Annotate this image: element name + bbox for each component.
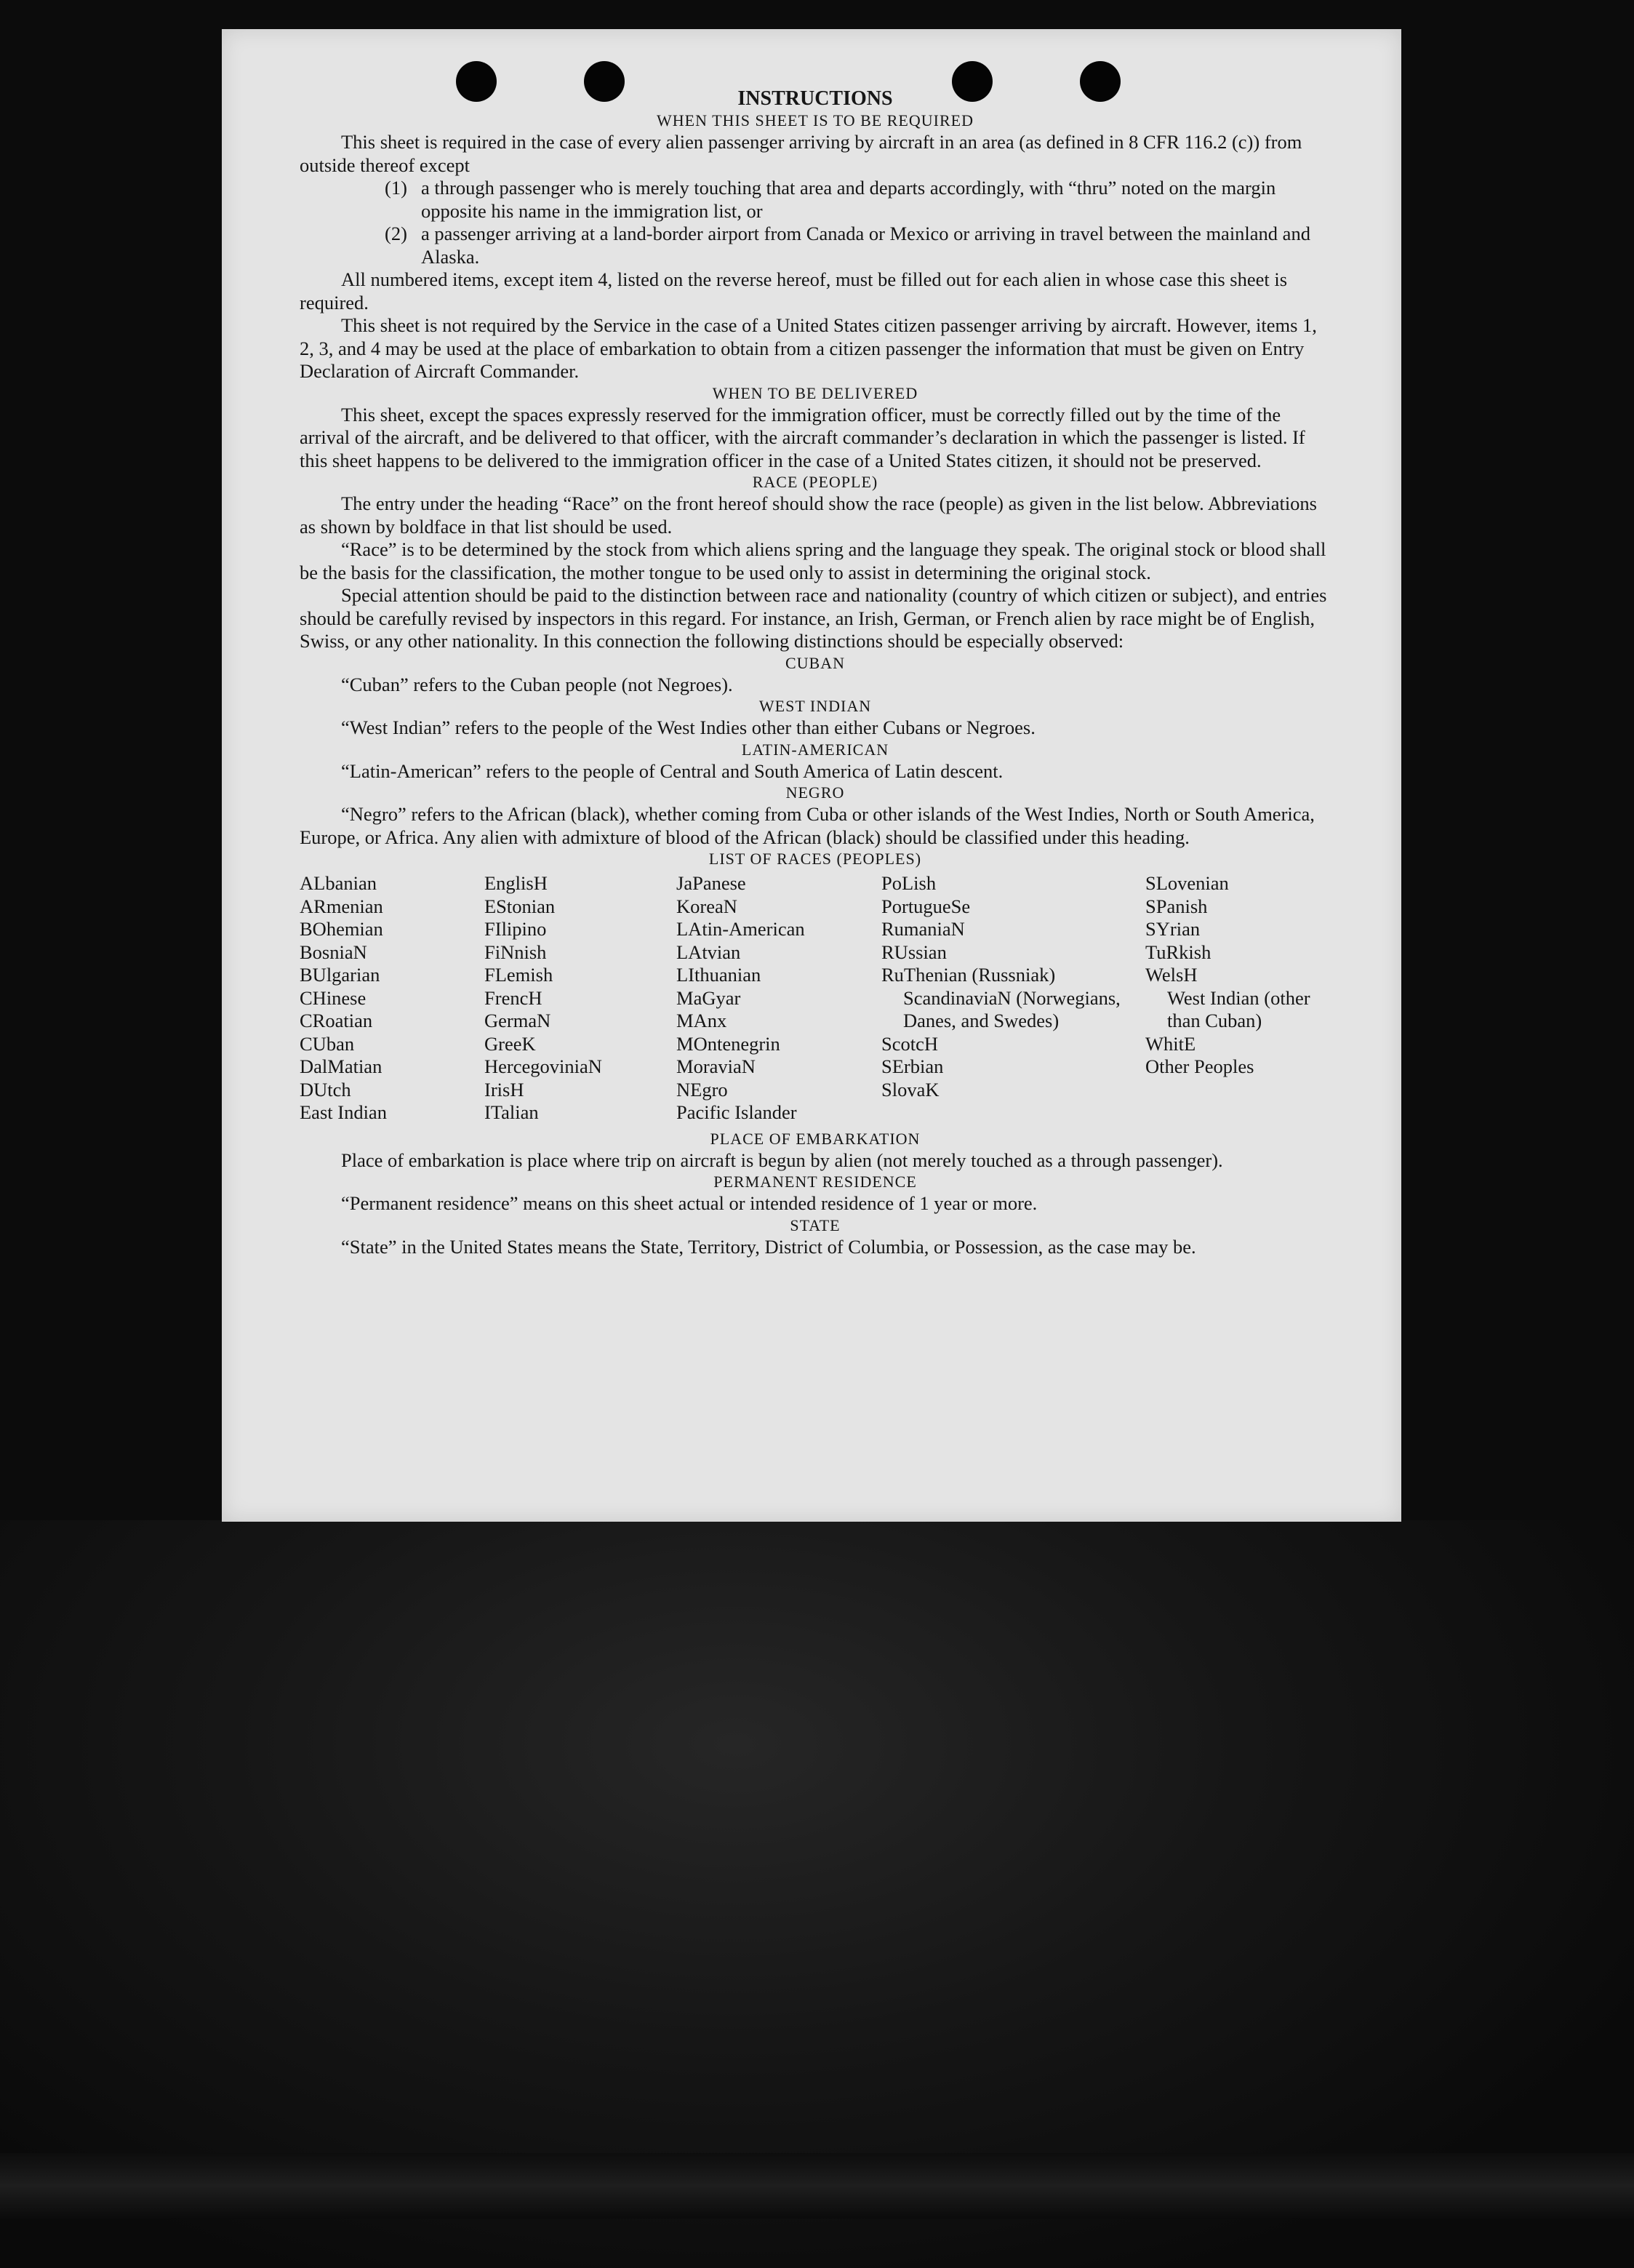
scan-edge-band: [0, 2153, 1634, 2219]
section-heading: PERMANENT RESIDENCE: [713, 1173, 917, 1191]
paragraph: “Cuban” refers to the Cuban people (not Negroes).: [341, 673, 733, 695]
race-list-item: ALbanian: [300, 872, 377, 894]
paragraph: This sheet is not required by the Service in the case of a United States citizen passenger arriving by aircraft. However, items 1, 2, 3, and 4 may be used at the place of embarkation to obtain from a citizen passenger the information that must be given on Entry Declaration of Aircraft Commander.: [300, 314, 1317, 382]
race-list-item: BOhemian: [300, 918, 383, 940]
race-list-item: SErbian: [881, 1055, 944, 1077]
numbered-item: [300, 177, 1331, 223]
race-list-item: EStonian: [484, 895, 556, 917]
race-list-item: GreeK: [484, 1032, 536, 1055]
race-list-item: LAtin-American: [676, 918, 805, 940]
race-list-item: PoLish: [881, 872, 937, 894]
race-list-item: SLovenian: [1145, 872, 1229, 894]
race-list-item: MAnx: [676, 1010, 727, 1031]
race-list-item: Pacific Islander: [676, 1101, 797, 1123]
race-list-column: [300, 872, 484, 1125]
numbered-item: [300, 223, 1331, 268]
item-number: (1): [385, 177, 407, 199]
paragraph: “Negro” refers to the African (black), whether coming from Cuba or other islands of the West Indies, North or South America, Europe, or Africa. Any alien with admixture of blood of the African (black) should be classified under this heading.: [300, 803, 1315, 848]
paragraph: “Latin-American” refers to the people of Central and South America of Latin descent.: [341, 759, 1004, 782]
race-list-item: ARmenian: [300, 895, 383, 917]
race-list-item: ITalian: [484, 1101, 539, 1123]
race-list-item: GermaN: [484, 1010, 551, 1031]
race-list-item: Other Peoples: [1145, 1055, 1254, 1077]
item-text: a through passenger who is merely touching that area and departs accordingly, with “thru” noted on the margin opposite his name in the immigration list, or: [421, 177, 1276, 222]
document-page: [222, 29, 1401, 1522]
race-list-item: FiNnish: [484, 941, 547, 963]
race-list-item: ScandinaviaN (Norwegians, Danes, and Swedes): [903, 986, 1121, 1031]
race-list-item: SlovaK: [881, 1078, 940, 1101]
item-text: a passenger arriving at a land-border airport from Canada or Mexico or arriving in travel between the mainland and Alaska.: [421, 223, 1310, 268]
section-heading: CUBAN: [785, 653, 845, 672]
race-list-item: EnglisH: [484, 872, 548, 894]
paragraph: “West Indian” refers to the people of the West Indies other than either Cubans or Negroes.: [341, 716, 1036, 738]
race-list-item: TuRkish: [1145, 941, 1212, 963]
race-list-item: RumaniaN: [881, 918, 965, 940]
section-heading: NEGRO: [785, 783, 845, 802]
race-list-item: SPanish: [1145, 895, 1208, 917]
race-list-column: [676, 872, 881, 1125]
race-list-item: IrisH: [484, 1078, 524, 1101]
race-list-column: [881, 872, 1145, 1125]
race-list-item: RuThenian (Russniak): [881, 964, 1056, 986]
race-list-item: CHinese: [300, 986, 367, 1009]
race-list-item: ScotcH: [881, 1032, 939, 1055]
race-list-item: WelsH: [1145, 964, 1198, 986]
section-heading: RACE (PEOPLE): [752, 473, 878, 491]
paragraph: “Permanent residence” means on this sheet actual or intended residence of 1 year or more.: [341, 1192, 1038, 1214]
race-list-item: HercegoviniaN: [484, 1055, 602, 1077]
race-list-item: East Indian: [300, 1101, 387, 1123]
race-list-item: KoreaN: [676, 895, 737, 917]
race-list-item: FLemish: [484, 964, 553, 986]
section-heading: WHEN THIS SHEET IS TO BE REQUIRED: [657, 111, 974, 129]
race-list-item: WhitE: [1145, 1032, 1196, 1055]
race-list-column: [484, 872, 676, 1125]
section-heading: WHEN TO BE DELIVERED: [712, 383, 918, 402]
race-list-item: RUssian: [881, 941, 947, 963]
paragraph: The entry under the heading “Race” on the front hereof should show the race (people) as given in the list below. Abbreviations as shown by boldface in that list should be used.: [300, 492, 1317, 538]
paragraph: Special attention should be paid to the distinction between race and nationality (country of which citizen or subject), and entries should be carefully revised by inspectors in this regard. For instance, an Irish, German, or French alien by race might be of English, Swiss, or any other nationality. In this connection the following distinctions should be especially observed:: [300, 584, 1327, 652]
race-list-item: MaGyar: [676, 986, 741, 1009]
paragraph: This sheet, except the spaces expressly reserved for the immigration officer, must be correctly filled out by the time of the arrival of the aircraft, and be delivered to that officer, with the aircraft commander’s declaration in which the passenger is listed. If this sheet happens to be delivered to the immigration officer in the case of a United States citizen, it should not be preserved.: [300, 403, 1305, 471]
race-list-item: DUtch: [300, 1078, 351, 1101]
page-title: INSTRUCTIONS: [737, 87, 893, 110]
race-list-item: MoraviaN: [676, 1055, 756, 1077]
race-list-item: CUban: [300, 1032, 355, 1055]
race-list-item: West Indian (other than Cuban): [1167, 986, 1310, 1031]
section-heading: LATIN-AMERICAN: [741, 740, 889, 759]
race-list-item: PortugueSe: [881, 895, 971, 917]
paragraph: All numbered items, except item 4, listed on the reverse hereof, must be filled out for each alien in whose case this sheet is required.: [300, 268, 1288, 314]
race-list-item: FrencH: [484, 986, 542, 1009]
race-list-item: BosniaN: [300, 941, 367, 963]
section-heading: STATE: [790, 1215, 841, 1234]
section-heading: PLACE OF EMBARKATION: [710, 1129, 921, 1148]
document-body: [300, 87, 1331, 1258]
section-heading: WEST INDIAN: [758, 697, 872, 715]
section-heading: LIST OF RACES (PEOPLES): [708, 850, 922, 868]
race-list-item: BUlgarian: [300, 964, 380, 986]
paragraph: Place of embarkation is place where trip on aircraft is begun by alien (not merely touched as a through passenger).: [341, 1149, 1223, 1171]
race-list: [300, 872, 1331, 1125]
race-list-item: LAtvian: [676, 941, 741, 963]
paragraph: This sheet is required in the case of every alien passenger arriving by aircraft in an area (as defined in 8 CFR 116.2 (c)) from outside thereof except: [300, 131, 1302, 176]
race-list-item: NEgro: [676, 1078, 728, 1101]
race-list-column: [1145, 872, 1331, 1125]
race-list-item: JaPanese: [676, 872, 746, 894]
race-list-item: CRoatian: [300, 1010, 373, 1031]
race-list-item: DalMatian: [300, 1055, 383, 1077]
race-list-item: MOntenegrin: [676, 1032, 780, 1055]
race-list-item: LIthuanian: [676, 964, 761, 986]
race-list-item: FIlipino: [484, 918, 547, 940]
race-list-item: SYrian: [1145, 918, 1201, 940]
paragraph: “Race” is to be determined by the stock from which aliens spring and the language they speak. The original stock or blood shall be the basis for the classification, the mother tongue to be used only to assist in determining the original stock.: [300, 538, 1326, 583]
item-number: (2): [385, 223, 407, 244]
paragraph: “State” in the United States means the State, Territory, District of Columbia, or Possession, as the case may be.: [341, 1235, 1196, 1258]
